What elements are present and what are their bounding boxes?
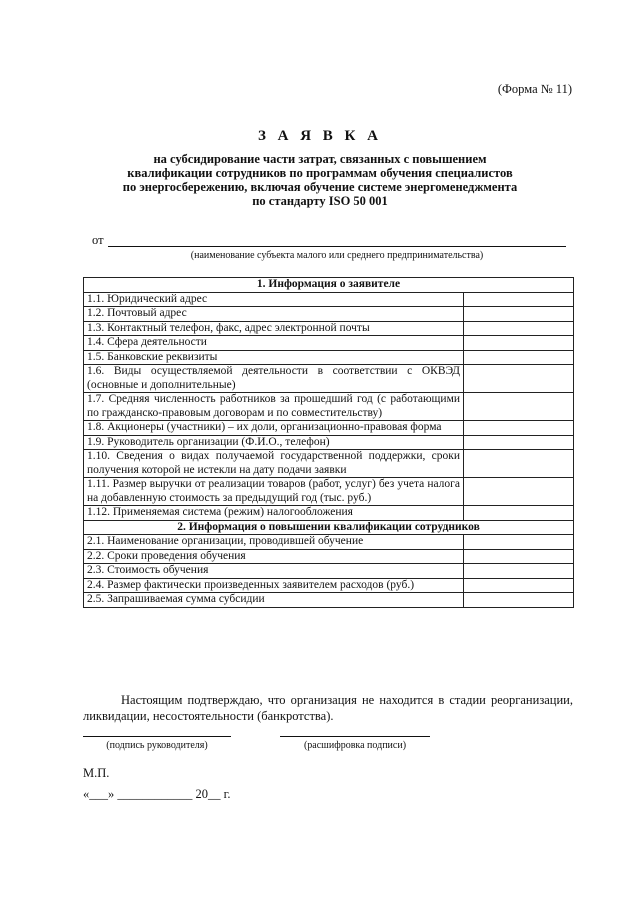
signature-decoding-caption: (расшифровка подписи) xyxy=(303,740,407,751)
document-subtitle xyxy=(80,152,560,208)
stamp-place: М.П. xyxy=(83,766,110,780)
table-row xyxy=(84,564,574,579)
row-value-cell[interactable] xyxy=(464,506,574,521)
table-row xyxy=(84,535,574,550)
row-label: 1.1. Юридический адрес xyxy=(84,292,464,307)
table-row xyxy=(84,578,574,593)
row-value-cell[interactable] xyxy=(464,365,574,393)
row-label: 2.3. Стоимость обучения xyxy=(84,564,464,579)
row-value-cell[interactable] xyxy=(464,564,574,579)
row-label: 2.2. Сроки проведения обучения xyxy=(84,549,464,564)
subtitle-line: на субсидирование части затрат, связанных с повышением xyxy=(153,152,487,166)
row-value-cell[interactable] xyxy=(464,292,574,307)
subtitle-line: по стандарту ISO 50 001 xyxy=(252,194,388,208)
signature-field[interactable] xyxy=(83,736,231,737)
table-row xyxy=(84,393,574,421)
row-label: 1.4. Сфера деятельности xyxy=(84,336,464,351)
row-label: 2.5. Запрашиваемая сумма субсидии xyxy=(84,593,464,608)
section2-title: 2. Информация о повышении квалификации сотрудников xyxy=(84,520,574,535)
row-value-cell[interactable] xyxy=(464,435,574,450)
row-label: 1.8. Акционеры (участники) – их доли, организационно-правовая форма xyxy=(84,421,464,436)
row-value-cell[interactable] xyxy=(464,393,574,421)
document-title: З А Я В К А xyxy=(257,128,383,144)
table-row xyxy=(84,421,574,436)
subtitle-line: по энергосбережению, включая обучение системе энергоменеджмента xyxy=(122,180,518,194)
row-value-cell[interactable] xyxy=(464,321,574,336)
row-label: 1.3. Контактный телефон, факс, адрес электронной почты xyxy=(84,321,464,336)
row-label: 1.9. Руководитель организации (Ф.И.О., телефон) xyxy=(84,435,464,450)
table-row xyxy=(84,321,574,336)
signature-caption: (подпись руководителя) xyxy=(106,740,208,751)
from-label: от xyxy=(92,233,104,247)
section1-title: 1. Информация о заявителе xyxy=(84,278,574,293)
row-label: 2.4. Размер фактически произведенных заявителем расходов (руб.) xyxy=(84,578,464,593)
section-header-row xyxy=(84,278,574,293)
table-row xyxy=(84,478,574,506)
table-row xyxy=(84,307,574,322)
row-label: 1.2. Почтовый адрес xyxy=(84,307,464,322)
row-label: 1.6. Виды осуществляемой деятельности в соответствии с ОКВЭД (основные и дополнительные) xyxy=(84,365,464,393)
row-label: 1.12. Применяемая система (режим) налогообложения xyxy=(84,506,464,521)
applicant-name-field[interactable] xyxy=(108,246,566,247)
date-line[interactable]: «___» ____________ 20__ г. xyxy=(83,787,231,801)
row-value-cell[interactable] xyxy=(464,578,574,593)
table-row xyxy=(84,365,574,393)
confirmation-text: Настоящим подтверждаю, что организация не находится в стадии реорганизации, ликвидации, несостоятельности (банкротства). xyxy=(83,693,573,723)
row-value-cell[interactable] xyxy=(464,336,574,351)
table-row xyxy=(84,350,574,365)
row-label: 1.10. Сведения о видах получаемой государственной поддержки, сроки получения которой не истекли на дату подачи заявки xyxy=(84,450,464,478)
row-value-cell[interactable] xyxy=(464,307,574,322)
row-label: 2.1. Наименование организации, проводившей обучение xyxy=(84,535,464,550)
applicant-name-caption: (наименование субъекта малого или среднего предпринимательства) xyxy=(190,250,484,261)
row-value-cell[interactable] xyxy=(464,421,574,436)
row-value-cell[interactable] xyxy=(464,450,574,478)
section-header-row xyxy=(84,520,574,535)
row-value-cell[interactable] xyxy=(464,350,574,365)
applicant-info-table xyxy=(83,277,574,608)
table-row xyxy=(84,593,574,608)
subtitle-line: квалификации сотрудников по программам обучения специалистов xyxy=(127,166,513,180)
form-number: (Форма № 11) xyxy=(497,82,572,96)
row-label: 1.5. Банковские реквизиты xyxy=(84,350,464,365)
row-label: 1.11. Размер выручки от реализации товаров (работ, услуг) без учета налога на добавленную стоимость за предыдущий год (тыс. руб.) xyxy=(84,478,464,506)
row-value-cell[interactable] xyxy=(464,549,574,564)
table-row xyxy=(84,435,574,450)
table-row xyxy=(84,292,574,307)
row-value-cell[interactable] xyxy=(464,593,574,608)
table-row xyxy=(84,336,574,351)
row-value-cell[interactable] xyxy=(464,478,574,506)
row-label: 1.7. Средняя численность работников за прошедший год (с работающими по гражданско-правовым договорам и по совместительству) xyxy=(84,393,464,421)
table-row xyxy=(84,450,574,478)
table-row xyxy=(84,506,574,521)
table-row xyxy=(84,549,574,564)
row-value-cell[interactable] xyxy=(464,535,574,550)
signature-decoding-field[interactable] xyxy=(280,736,430,737)
